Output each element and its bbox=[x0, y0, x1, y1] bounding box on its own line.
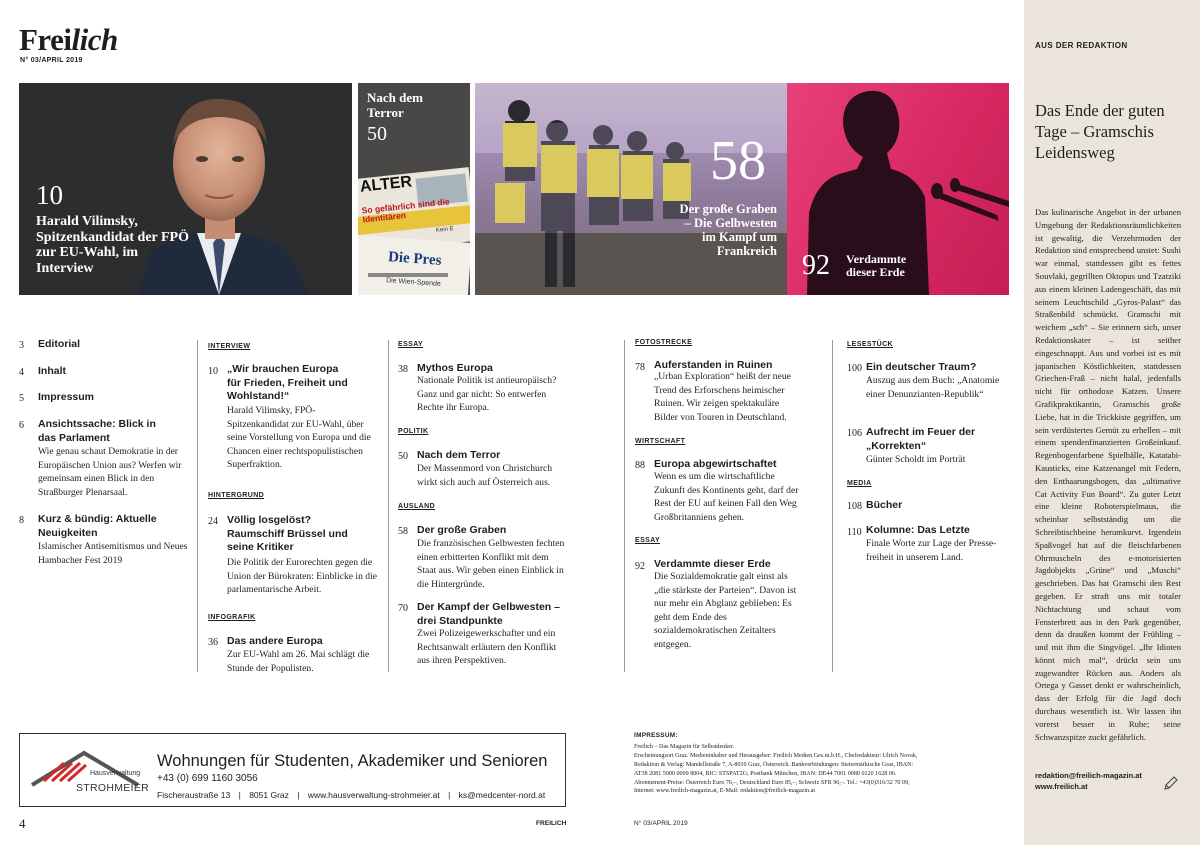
toc-title: Bücher bbox=[866, 499, 903, 511]
pen-icon bbox=[1163, 775, 1179, 791]
toc-description: Die Sozialdemokratie galt einst als „die stärkste der Parteien“. Davon ist nur mehr ein Abglanz geblieben: Es geht dem Ende des sozialdemokratischen Zeitalters entgegen. bbox=[654, 571, 797, 651]
toc-title: Völlig losgelöst? Raumschiff Brüssel und seine Kritiker bbox=[227, 514, 348, 554]
ad-title: Wohnungen für Studenten, Akademiker und Senioren bbox=[157, 752, 548, 770]
toc-page: 4 bbox=[19, 367, 24, 378]
toc-title: Impressum bbox=[38, 391, 95, 403]
toc-category: AUSLAND bbox=[398, 503, 436, 510]
advertisement[interactable] bbox=[19, 733, 566, 807]
toc-title: Der große Graben bbox=[417, 524, 507, 536]
toc-title: Ansichtssache: Blick in das Parlament bbox=[38, 418, 156, 444]
toc-page: 36 bbox=[208, 637, 218, 648]
toc-title: Der Kampf der Gelbwesten – drei Standpunkte bbox=[417, 601, 560, 627]
newspaper-headline-e: Kein E bbox=[435, 226, 454, 234]
page-number: 4 bbox=[19, 816, 26, 831]
newspaper-headline-d: Die Wien-Spende bbox=[385, 277, 442, 288]
feature-panel-interview[interactable] bbox=[19, 83, 352, 295]
ad-address-line: Fischeraustraße 13 | 8051 Graz | www.hausverwaltung-strohmeier.at | ks@medcenter-nord.at bbox=[157, 790, 546, 800]
feature-caption: Verdammte dieser Erde bbox=[846, 252, 907, 280]
impressum bbox=[634, 731, 994, 796]
toc-category: ESSAY bbox=[635, 537, 661, 544]
toc-description: Harald Vilimsky, FPÖ-Spitzenkandidat zur EU-Wahl, über seine Vorstellung von Europa und die Chancen einer rechtspopulistischen Superfraktion. bbox=[227, 405, 371, 471]
toc-title: Mythos Europa bbox=[417, 362, 493, 374]
sidebar-body: Das kulinarische Angebot in der urbanen Umgebung der Redaktionsräumlichkeiten ist gewaltig, die Verzehrmoden der Redaktion sind entsprechend unstet: Sushi war einmal, stattdessen gibt es fettes Souvlaki, gegrillten Oktopus und Tzatziki aus einem kleinen Ladengeschäft, das mit seinem Leuchtschild „Gyros-Palast“ das Straßenbild schmückt. Gramschi mit weichem „sch“ – Sie erinnern sich, unser Redaktionskater – ist seither eingeschnappt. Aus und vorbei ist es mit japanischen Köstlichkeiten, stattdessen Griechen-Fraß – nicht halal, jedenfalls nicht für orthodoxe Katzen. Unsere Grafikpraktikantin, Gramschis große Liebe, hat in die Trickkiste gegriffen, um sein verdüstertes Gemüt zu erhellen – mit einem spendenfinanzierten Großeinkauf. Regenbogenfarbene Spielbälle, Katatabi-Kausticks, eine Katzenangel mit Federn, den Enthaarungsbogen, das „ultimative Cat Activity Fun Board“. Zu guter Letzt eine kleine Roboterspielmaus, die scheinbar selbstständig um die Schreibtischbeine herumkurvt. Irgendein Spaßvogel hat auf die fleischfarbenen Ohrmuscheln des e-motorisierten Jagdobjekts „Grüne“ und „Muschi“ geschrieben. Das hat Gramschi den Rest gegeben. Er straft uns mit totaler Nichtachtung und schaut vom Fensterbrett aus in den Park gegenüber, denn da draußen kommt der Frühling – und mit ihm die Singvögel. „Ihr Idioten könnt mich mal“, drückt sein uns zugewandter Rücken aus. Anders als Ortega y Gasset denkt er wahrscheinlich, dass der Erfolg für die Jagd doch durchaus wesentlich ist. Wir lassen ihn vorerst besser in Ruhe; seine Schwanzspitze zuckt gefährlich. bbox=[1035, 207, 1181, 742]
toc-page: 88 bbox=[635, 460, 645, 471]
feature-page-number: 92 bbox=[802, 250, 830, 281]
toc-description: Auszug aus dem Buch: „Anatomie einer Denunzianten-Republik“ bbox=[866, 375, 1000, 400]
feature-caption: Nach dem Terror bbox=[367, 90, 423, 120]
feature-panel-social-democracy[interactable] bbox=[787, 83, 1009, 295]
toc-category: HINTERGRUND bbox=[208, 492, 265, 499]
issue-line: N° 03/APRIL 2019 bbox=[20, 57, 83, 64]
toc-page: 92 bbox=[635, 561, 645, 572]
toc-page: 10 bbox=[208, 366, 218, 377]
footer-magazine: FREILICH bbox=[536, 820, 567, 827]
toc-page: 5 bbox=[19, 393, 24, 404]
impressum-line: Redaktion & Verlag: Mandellstraße 7, A-8010 Graz, Österreich. Bankverbindungen: Steiermärkische Graz, IBAN: bbox=[634, 761, 914, 768]
toc-category: MEDIA bbox=[847, 480, 872, 487]
feature-panel-terror[interactable] bbox=[358, 83, 470, 295]
feature-page-number: 10 bbox=[36, 180, 63, 210]
toc-page: 108 bbox=[847, 501, 862, 512]
column-divider bbox=[388, 340, 389, 672]
toc-category: FOTOSTRECKE bbox=[635, 339, 693, 346]
ad-email-link[interactable]: ks@medcenter-nord.at bbox=[458, 790, 546, 800]
toc-page: 78 bbox=[635, 362, 645, 373]
impressum-heading: IMPRESSUM: bbox=[634, 732, 678, 739]
impressum-line: Abonnement-Preise: Österreich Euro 76,–, Deutschland Euro 85,–, Schweiz SFR 96,–. Tel.: +43(0)316/32 70 09, bbox=[634, 779, 910, 786]
footer-issue: N° 03/APRIL 2019 bbox=[634, 820, 688, 827]
feature-caption: Der große Graben – Die Gelbwesten im Kampf um Frankreich bbox=[679, 202, 777, 258]
column-divider bbox=[624, 340, 625, 672]
toc-title: Auferstanden in Ruinen bbox=[654, 359, 773, 371]
feature-page-number: 50 bbox=[367, 123, 387, 145]
toc-description: Der Massenmord von Christchurch wirkt sich auch auf Österreich aus. bbox=[417, 463, 553, 488]
toc-title: Inhalt bbox=[38, 365, 66, 377]
toc-title: Das andere Europa bbox=[227, 635, 323, 647]
toc-description: Die französischen Gelbwesten fechten einen erbitterten Konflikt mit dem Staat aus. Wir geben einen Einblick in die Hintergründe. bbox=[417, 538, 565, 590]
toc-title: Editorial bbox=[38, 338, 81, 350]
ad-phone[interactable]: +43 (0) 699 1160 3056 bbox=[157, 773, 258, 784]
toc-description: „Urban Exploration“ heißt der neue Trend des Erforschens heimischer Ruinen. Wir zeigen spektakuläre Bilder von Touren in Deutschland. bbox=[654, 371, 791, 423]
impressum-line: AT38 2081 5000 0009 8004, BIC: STSPAT2G; Postbank München, IBAN: DE44 7001 0080 0120 1628 06. bbox=[634, 770, 897, 777]
toc-page: 24 bbox=[208, 516, 218, 527]
toc-title: Aufrecht im Feuer der „Korrekten“ bbox=[866, 426, 976, 452]
toc-category: POLITIK bbox=[398, 428, 429, 435]
sidebar-label: AUS DER REDAKTION bbox=[1035, 41, 1128, 50]
sidebar-website-link[interactable]: www.freilich.at bbox=[1035, 782, 1088, 791]
toc-page: 70 bbox=[398, 603, 408, 614]
sidebar-email-link[interactable]: redaktion@freilich-magazin.at bbox=[1035, 771, 1142, 780]
toc-page: 106 bbox=[847, 428, 862, 439]
feature-panel-yellow-vests[interactable] bbox=[475, 83, 787, 295]
toc-description: Finale Worte zur Lage der Presse-freiheit in unserem Land. bbox=[866, 538, 997, 563]
toc-title: Verdammte dieser Erde bbox=[654, 558, 771, 570]
toc-description: Die Politik der Eurorechten gegen die Union der Bürokraten: Einblicke in die parlamentarische Arbeit. bbox=[227, 557, 377, 596]
toc-page: 100 bbox=[847, 363, 862, 374]
toc-page: 110 bbox=[847, 527, 862, 538]
ad-logo-big: STROHMEIER bbox=[76, 782, 150, 794]
toc-description: Wenn es um die wirtschaftliche Zukunft des Kontinents geht, darf der Rest der EU auf keinen Fall den Weg Großbritanniens gehen. bbox=[654, 471, 799, 523]
toc-description: Islamischer Antisemitismus und Neues Hambacher Fest 2019 bbox=[38, 541, 188, 566]
column-divider bbox=[832, 340, 833, 672]
sidebar-title: Das Ende der guten Tage – Gramschis Leidensweg bbox=[1035, 101, 1165, 162]
toc-category: ESSAY bbox=[398, 341, 424, 348]
toc-description: Wie genau schaut Demokratie in der Europäischen Union aus? Werfen wir gemeinsam einen Blick in den Straßburger Plenarsaal. bbox=[38, 446, 182, 498]
toc-page: 3 bbox=[19, 340, 24, 351]
feature-caption: Harald Vilimsky, Spitzenkandidat der FPÖ zur EU-Wahl, im Interview bbox=[36, 214, 189, 277]
feature-page-number: 58 bbox=[710, 130, 766, 192]
toc-category: LESESTÜCK bbox=[847, 341, 893, 348]
toc-title: Ein deutscher Traum? bbox=[866, 361, 977, 373]
toc-page: 8 bbox=[19, 515, 24, 526]
toc-category: WIRTSCHAFT bbox=[635, 438, 686, 445]
toc-description: Nationale Politik ist antieuropäisch? Ganz und gar nicht: So entwerfen Rechte ihr Europa. bbox=[417, 375, 557, 414]
toc-category: INFOGRAFIK bbox=[208, 614, 256, 621]
impressum-line: Freilich – Das Magazin für Selbstdenker. bbox=[634, 744, 735, 751]
ad-logo-small: Hausverwaltung bbox=[90, 770, 141, 777]
newspaper-headline-b: So gefährlich sind die Identitären bbox=[361, 196, 451, 225]
toc-page: 58 bbox=[398, 526, 408, 537]
magazine-logo: Freilich bbox=[19, 22, 118, 57]
toc-page: 38 bbox=[398, 364, 408, 375]
column-divider bbox=[197, 340, 198, 672]
ad-website-link[interactable]: www.hausverwaltung-strohmeier.at bbox=[307, 790, 440, 800]
impressum-line: Erscheinungsort Graz. Medieninhaber und Herausgeber: Freilich Medien Ges.m.b.H., Chefredakteur: Ulrich Novak, bbox=[634, 753, 918, 760]
toc-title: „Wir brauchen Europa für Frieden, Freiheit und Wohlstand!“ bbox=[227, 363, 348, 403]
toc-description: Zwei Polizeigewerkschafter und ein Rechtsanwalt erläutern den Konflikt aus ihren Perspektiven. bbox=[417, 628, 557, 667]
toc-category: INTERVIEW bbox=[208, 343, 251, 350]
toc-description: Günter Scholdt im Porträt bbox=[866, 454, 966, 465]
toc-description: Zur EU-Wahl am 26. Mai schlägt die Stunde der Populisten. bbox=[227, 649, 370, 674]
impressum-line: Internet: www.freilich-magazin.at, E-Mail: redaktion@freilich-magazin.at bbox=[634, 788, 816, 795]
newspaper-headline-a: ALTER bbox=[359, 173, 413, 196]
toc-page: 6 bbox=[19, 420, 24, 431]
toc-title: Nach dem Terror bbox=[417, 449, 501, 461]
toc-title: Europa abgewirtschaftet bbox=[654, 458, 777, 470]
newspaper-masthead-c: Die Pres bbox=[387, 249, 442, 269]
toc-title: Kolumne: Das Letzte bbox=[866, 524, 970, 536]
toc-title: Kurz & bündig: Aktuelle Neuigkeiten bbox=[38, 513, 157, 539]
toc-page: 50 bbox=[398, 451, 408, 462]
